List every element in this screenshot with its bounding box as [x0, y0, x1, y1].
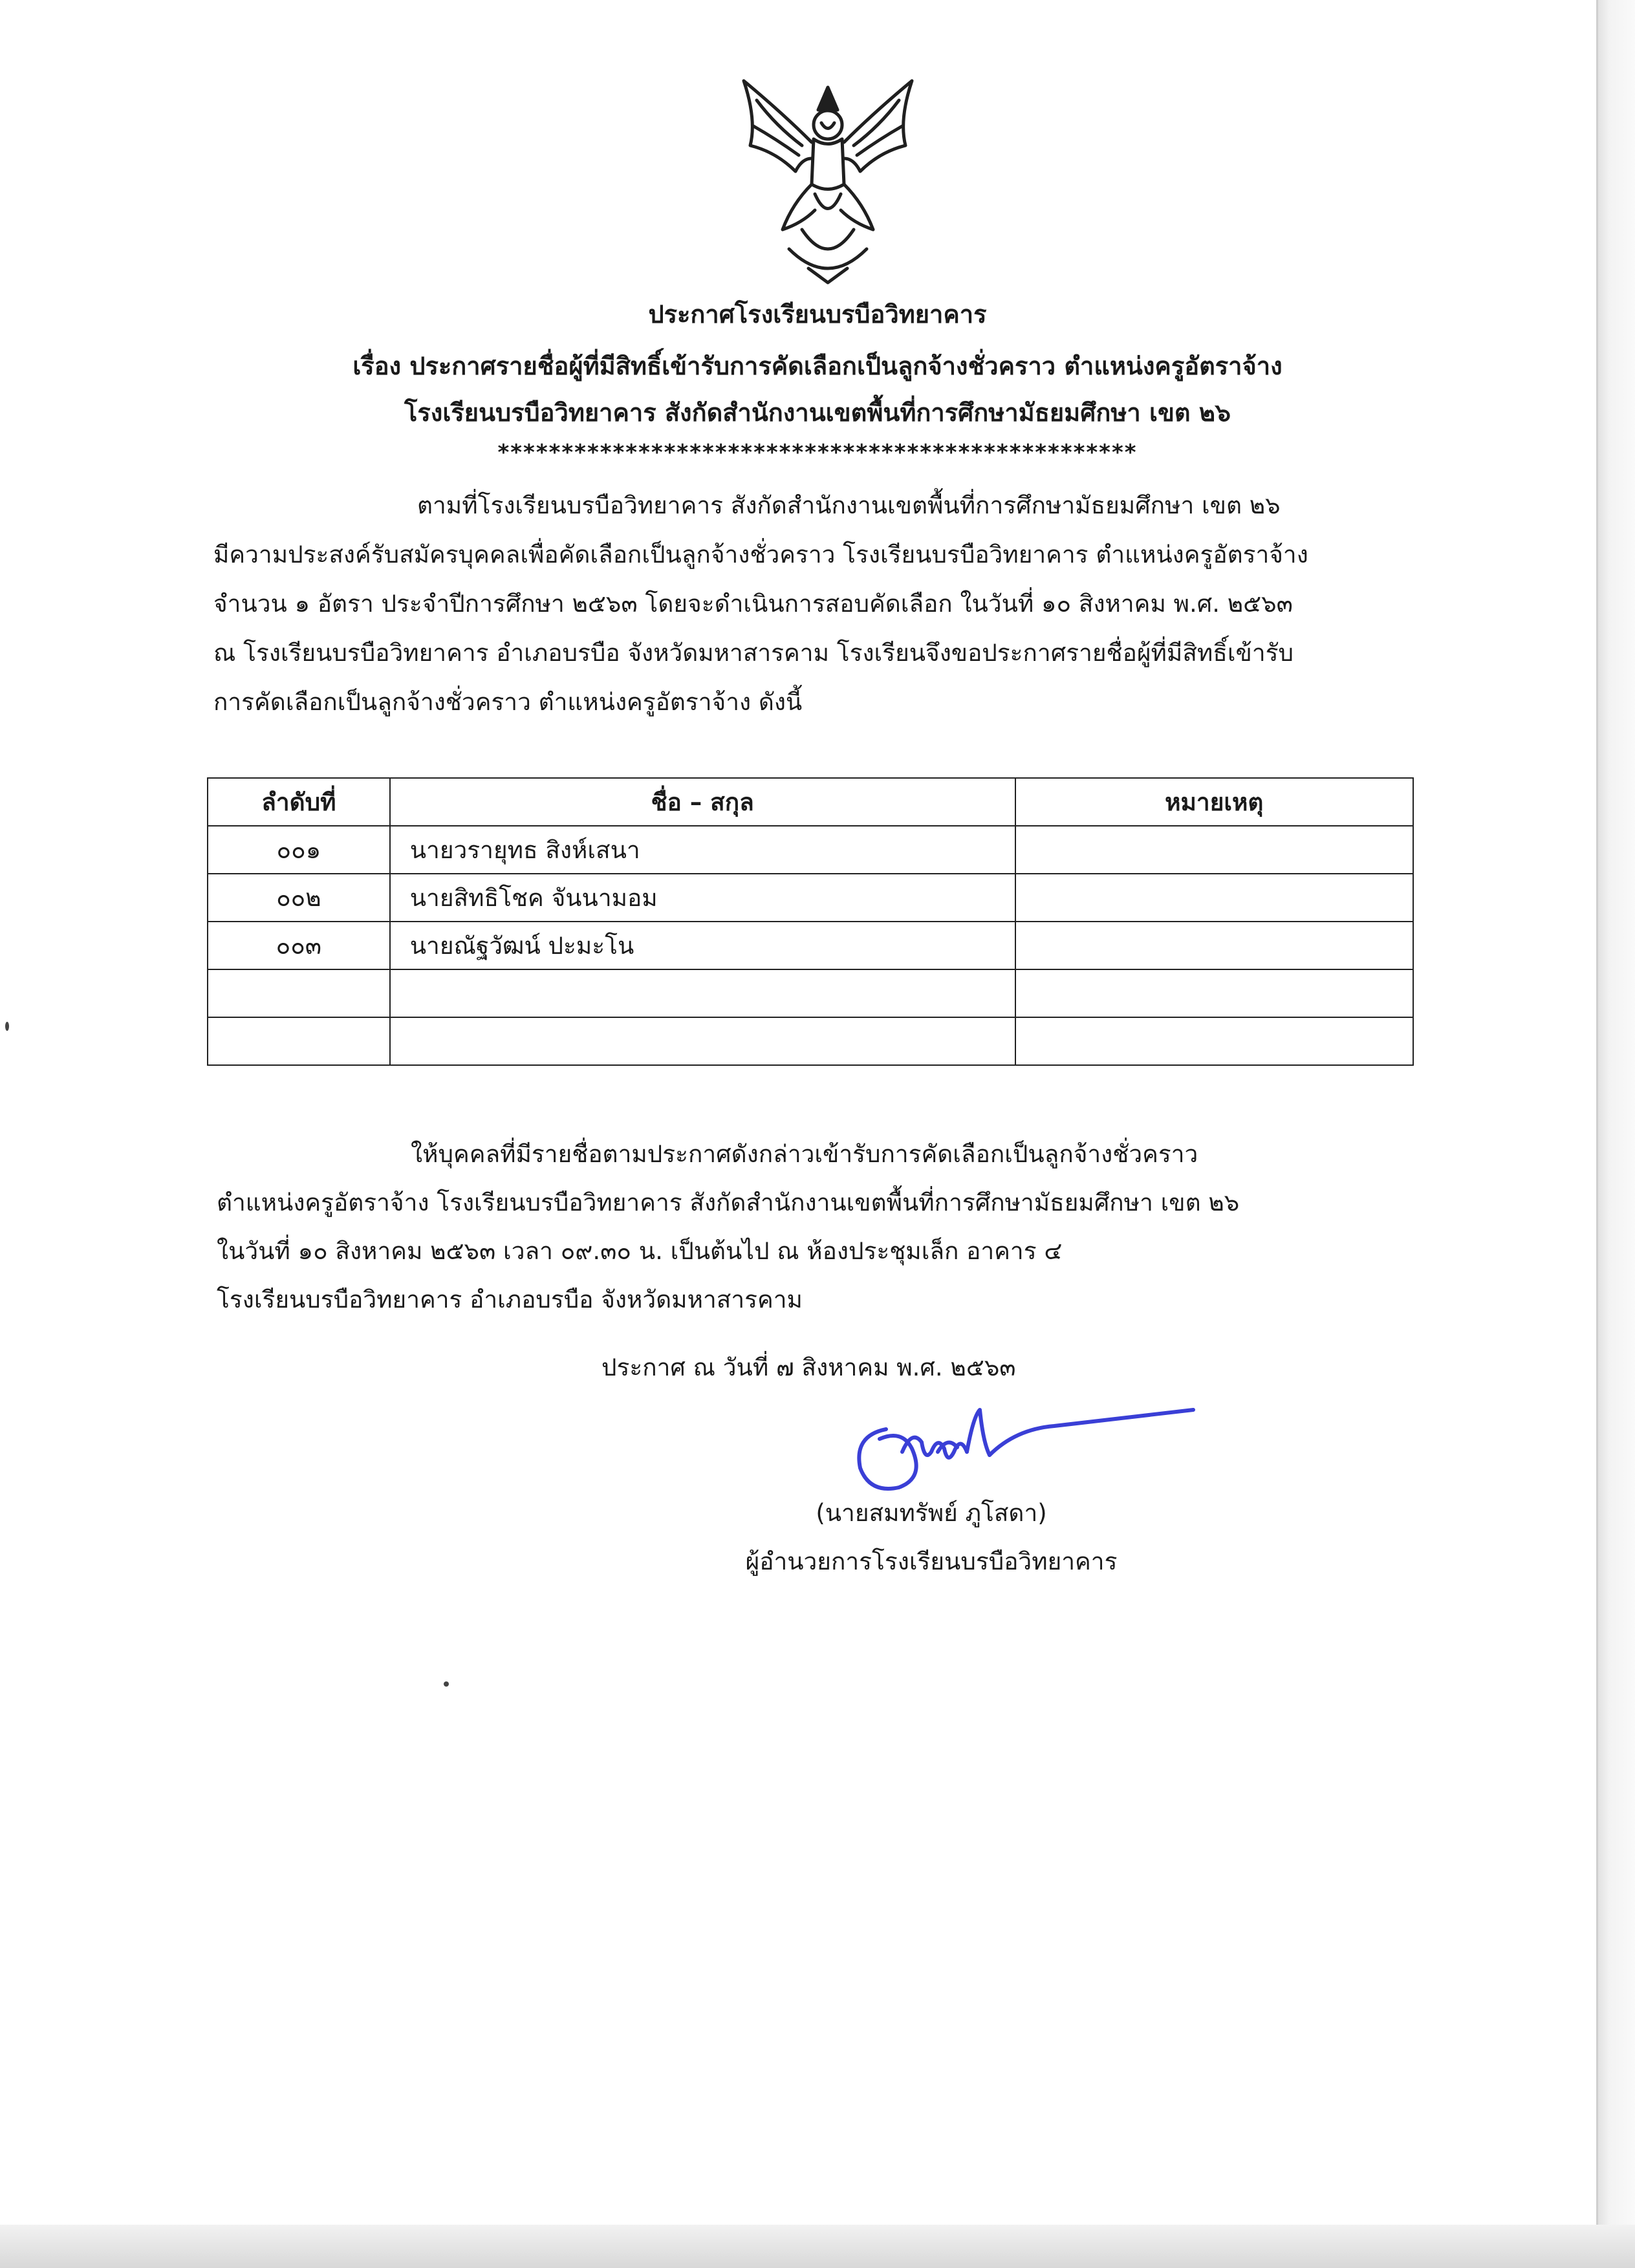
scan-edge-right: [1596, 0, 1635, 2268]
table-header-row: [208, 778, 1413, 826]
signer-name: (นายสมทรัพย์ ภูโสดา): [816, 1499, 1047, 1527]
row-number: [208, 1017, 390, 1065]
intro-line-1: ตามที่โรงเรียนบรบือวิทยาคาร สังกัดสำนักงานเขตพื้นที่การศึกษามัธยมศึกษา เขต ๒๖: [417, 491, 1281, 519]
table-row: [208, 1017, 1413, 1065]
row-name: นายณัฐวัฒน์ ปะมะโน: [390, 922, 1015, 969]
announcement-date: ประกาศ ณ วันที่ ๗ สิงหาคม พ.ศ. ๒๕๖๓: [601, 1354, 1016, 1381]
row-remark: [1015, 1017, 1413, 1065]
scan-speck: [444, 1681, 449, 1687]
row-number: [208, 969, 390, 1017]
closing-line-1: ให้บุคคลที่มีรายชื่อตามประกาศดังกล่าวเข้ารับการคัดเลือกเป็นลูกจ้างชั่วคราว: [411, 1140, 1198, 1168]
row-name: นายวรายุทธ สิงห์เสนา: [390, 826, 1015, 874]
row-name: [390, 1017, 1015, 1065]
header-remark: หมายเหตุ: [1015, 778, 1413, 826]
table-row: [208, 969, 1413, 1017]
separator-line: **************************************************: [497, 440, 1138, 466]
intro-line-3: จำนวน ๑ อัตรา ประจำปีการศึกษา ๒๕๖๓ โดยจะดำเนินการสอบคัดเลือก ในวันที่ ๑๐ สิงหาคม พ.ศ. ๒๕๖๓: [213, 590, 1293, 618]
row-number: ๐๐๓: [208, 922, 390, 969]
closing-line-4: โรงเรียนบรบือวิทยาคาร อำเภอบรบือ จังหวัดมหาสารคาม: [217, 1286, 803, 1313]
announcement-affiliation: โรงเรียนบรบือวิทยาคาร สังกัดสำนักงานเขตพื้นที่การศึกษามัธยมศึกษา เขต ๒๖: [404, 398, 1231, 427]
table-row: [208, 922, 1413, 969]
intro-line-2: มีความประสงค์รับสมัครบุคคลเพื่อคัดเลือกเป็นลูกจ้างชั่วคราว โรงเรียนบรบือวิทยาคาร ตำแหน่งครูอัตราจ้าง: [213, 541, 1308, 568]
announcement-subject: เรื่อง ประกาศรายชื่อผู้ที่มีสิทธิ์เข้ารับการคัดเลือกเป็นลูกจ้างชั่วคราว ตำแหน่งครูอัตราจ้าง: [352, 352, 1283, 380]
announcement-title: ประกาศโรงเรียนบรบือวิทยาคาร: [648, 300, 987, 329]
table-row: [208, 874, 1413, 922]
handwritten-signature-icon: [841, 1390, 1203, 1507]
intro-line-4: ณ โรงเรียนบรบือวิทยาคาร อำเภอบรบือ จังหวัดมหาสารคาม โรงเรียนจึงขอประกาศรายชื่อผู้ที่มีสิทธิ์เข้ารับ: [213, 639, 1294, 667]
row-number: ๐๐๑: [208, 826, 390, 874]
row-remark: [1015, 874, 1413, 922]
row-remark: [1015, 922, 1413, 969]
scan-speck: [5, 1022, 9, 1031]
candidate-table: [207, 777, 1414, 1066]
intro-line-5: การคัดเลือกเป็นลูกจ้างชั่วคราว ตำแหน่งครูอัตราจ้าง ดังนี้: [213, 688, 803, 716]
row-remark: [1015, 969, 1413, 1017]
closing-line-3: ในวันที่ ๑๐ สิงหาคม ๒๕๖๓ เวลา ๐๙.๓๐ น. เป็นต้นไป ณ ห้องประชุมเล็ก อาคาร ๔: [217, 1237, 1063, 1265]
row-name: นายสิทธิโชค จันนามอม: [390, 874, 1015, 922]
table-row: [208, 826, 1413, 874]
row-remark: [1015, 826, 1413, 874]
garuda-emblem-icon: [731, 74, 925, 288]
header-order: ลำดับที่: [208, 778, 390, 826]
scan-edge-bottom: [0, 2225, 1635, 2268]
row-number: ๐๐๒: [208, 874, 390, 922]
row-name: [390, 969, 1015, 1017]
signer-title: ผู้อำนวยการโรงเรียนบรบือวิทยาคาร: [745, 1548, 1118, 1575]
closing-line-2: ตำแหน่งครูอัตราจ้าง โรงเรียนบรบือวิทยาคาร สังกัดสำนักงานเขตพื้นที่การศึกษามัธยมศึกษา เขต ๒๖: [217, 1189, 1240, 1216]
header-name: ชื่อ – สกุล: [390, 778, 1015, 826]
